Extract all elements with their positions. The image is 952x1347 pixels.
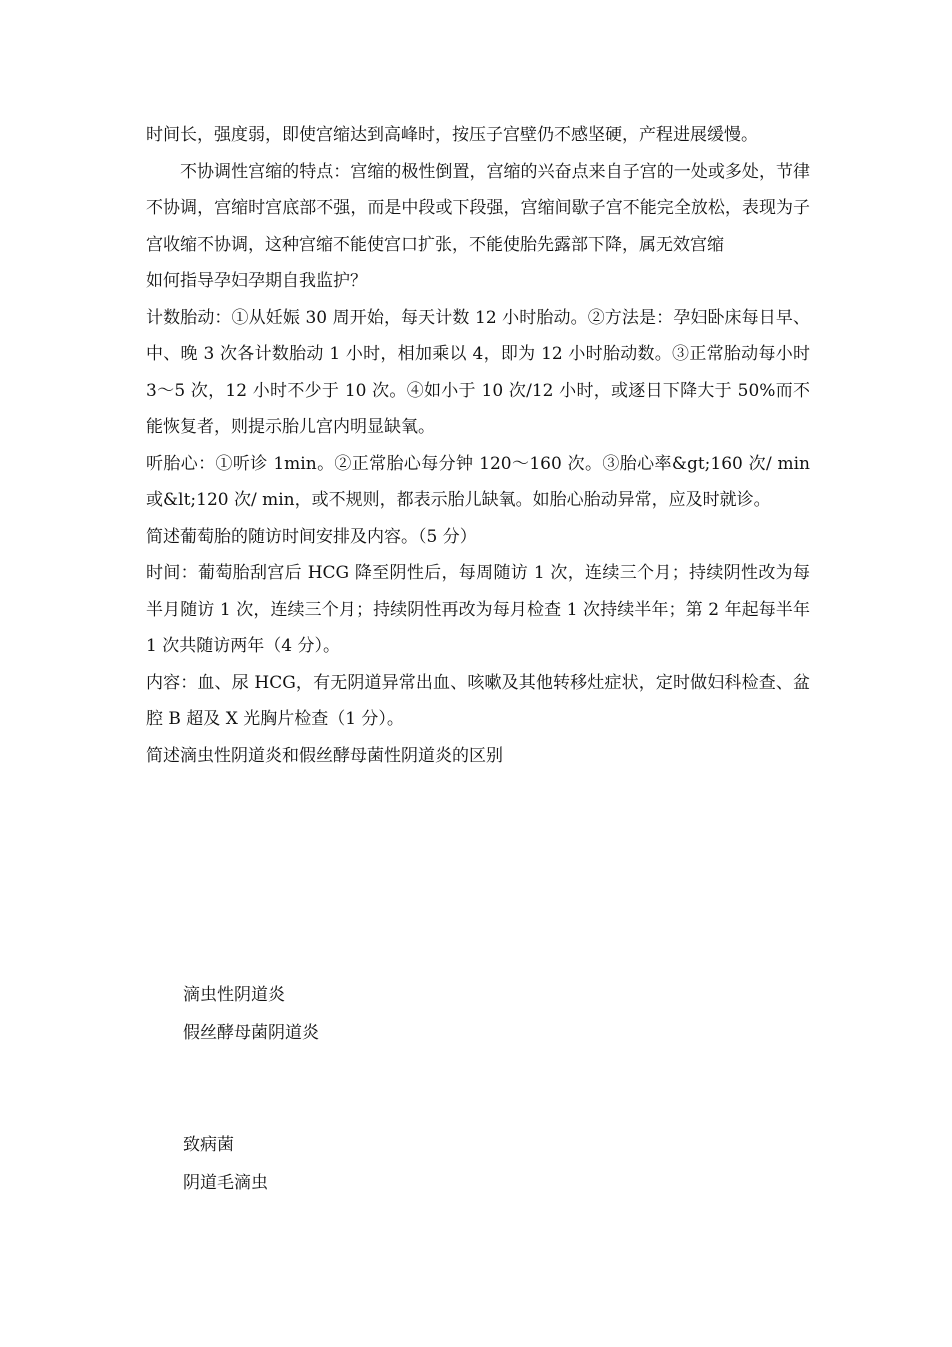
paragraph-fetal-heart: 听胎心：①听诊 1min。②正常胎心每分钟 120～160 次。③胎心率&gt;160 次/ min 或&lt;120 次/ min，或不规则，都表示胎儿缺氧。如胎心胎动异常，应及时就诊。 bbox=[146, 453, 810, 510]
paragraph-followup-time: 时间：葡萄胎刮宫后 HCG 降至阴性后，每周随访 1 次，连续三个月；持续阴性改为每半月随访 1 次，连续三个月；持续阴性再改为每月检查 1 次持续半年；第 2 年起每半年 1 次共随访两年（4 分）。 bbox=[146, 563, 810, 656]
question-vaginitis-difference: 简述滴虫性阴道炎和假丝酵母菌性阴道炎的区别 bbox=[146, 745, 503, 766]
table-cell-pathogen-value: 阴道毛滴虫 bbox=[183, 1173, 268, 1193]
paragraph-fetal-movement: 计数胎动：①从妊娠 30 周开始，每天计数 12 小时胎动。②方法是：孕妇卧床每日早、中、晚 3 次各计数胎动 1 小时，相加乘以 4，即为 12 小时胎动数。③正常胎动每小时 3～5 次，12 小时不少于 10 次。④如小于 10 次/12 小时，或逐日下降大于 50%而不能恢复者，则提示胎儿宫内明显缺氧。 bbox=[146, 307, 810, 437]
table-header-candida: 假丝酵母菌阴道炎 bbox=[183, 1023, 319, 1043]
table-header-trichomonas: 滴虫性阴道炎 bbox=[183, 985, 285, 1005]
paragraph-uncoordinated-contraction: 不协调性宫缩的特点：宫缩的极性倒置，宫缩的兴奋点来自子宫的一处或多处，节律不协调，宫缩时宫底部不强，而是中段或下段强，宫缩间歇子宫不能完全放松，表现为子宫收缩不协调，这种宫缩不能使宫口扩张，不能使胎先露部下降，属无效宫缩 bbox=[146, 161, 810, 255]
table-row bbox=[183, 1126, 583, 1202]
body-text bbox=[146, 117, 810, 774]
table-cell-pathogen-label: 致病菌 bbox=[183, 1135, 234, 1155]
paragraph-continued: 时间长，强度弱，即使宫缩达到高峰时，按压子宫壁仍不感坚硬，产程进展缓慢。 bbox=[146, 125, 758, 145]
paragraph-followup-content: 内容：血、尿 HCG，有无阴道异常出血、咳嗽及其他转移灶症状，定时做妇科检查、盆腔 B 超及 X 光胸片检查（1 分）。 bbox=[146, 672, 810, 729]
question-self-monitoring: 如何指导孕妇孕期自我监护？ bbox=[146, 271, 367, 291]
question-mole-followup: 简述葡萄胎的随访时间安排及内容。（5 分） bbox=[146, 526, 477, 547]
table-header-row bbox=[183, 976, 583, 1052]
